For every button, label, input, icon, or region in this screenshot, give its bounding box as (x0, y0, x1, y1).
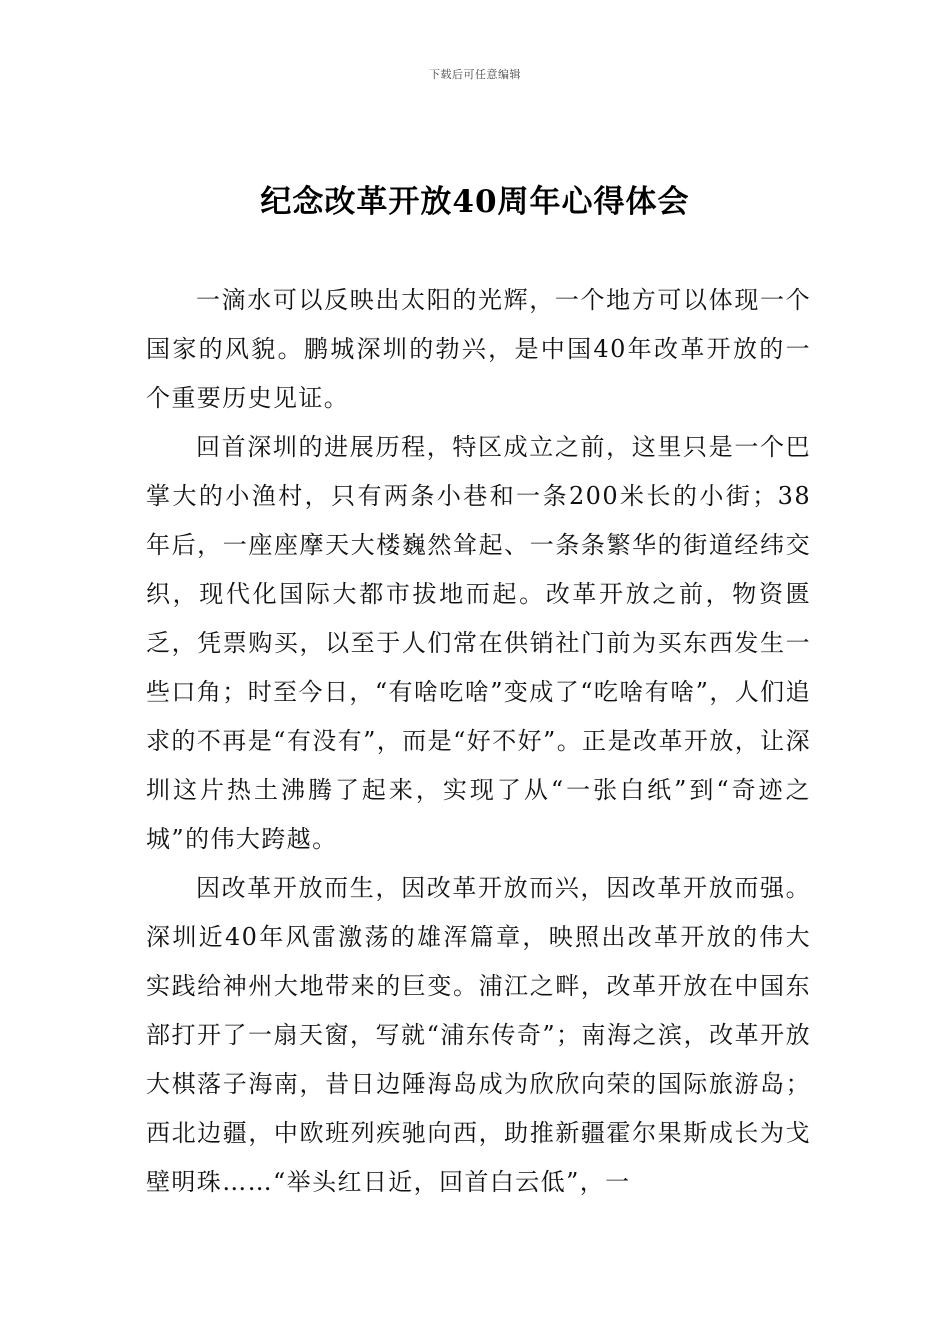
paragraph-2: 回首深圳的进展历程，特区成立之前，这里只是一个巴掌大的小渔村，只有两条小巷和一条200米长的小街；38年后，一座座摩天大楼巍然耸起、一条条繁华的街道经纬交织，现代化国际大都市拔地而起。改革开放之前，物资匮乏，凭票购买，以至于人们常在供销社门前为买东西发生一些口角；时至今日，“有啥吃啥”变成了“吃啥有啥”，人们追求的不再是“有没有”，而是“好不好”。正是改革开放，让深圳这片热土沸腾了起来，实现了从“一张白纸”到“奇迹之城”的伟大跨越。 (146, 433, 811, 853)
paragraph-3: 因改革开放而生，因改革开放而兴，因改革开放而强。深圳近40年风雷激荡的雄浑篇章，映照出改革开放的伟大实践给神州大地带来的巨变。浦江之畔，改革开放在中国东部打开了一扇天窗，写就“浦东传奇”；南海之滨，改革开放大棋落子海南，昔日边陲海岛成为欣欣向荣的国际旅游岛；西北边疆，中欧班列疾驰向西，助推新疆霍尔果斯成长为戈壁明珠……“举头红日近，回首白云低”，一 (146, 874, 811, 1196)
header-note: 下载后可任意编辑 (429, 68, 521, 81)
paragraph-1: 一滴水可以反映出太阳的光辉，一个地方可以体现一个国家的风貌。鹏城深圳的勃兴，是中国40年改革开放的一个重要历史见证。 (146, 286, 811, 412)
document-title: 纪念改革开放40周年心得体会 (260, 184, 690, 220)
document-body (146, 276, 811, 1207)
